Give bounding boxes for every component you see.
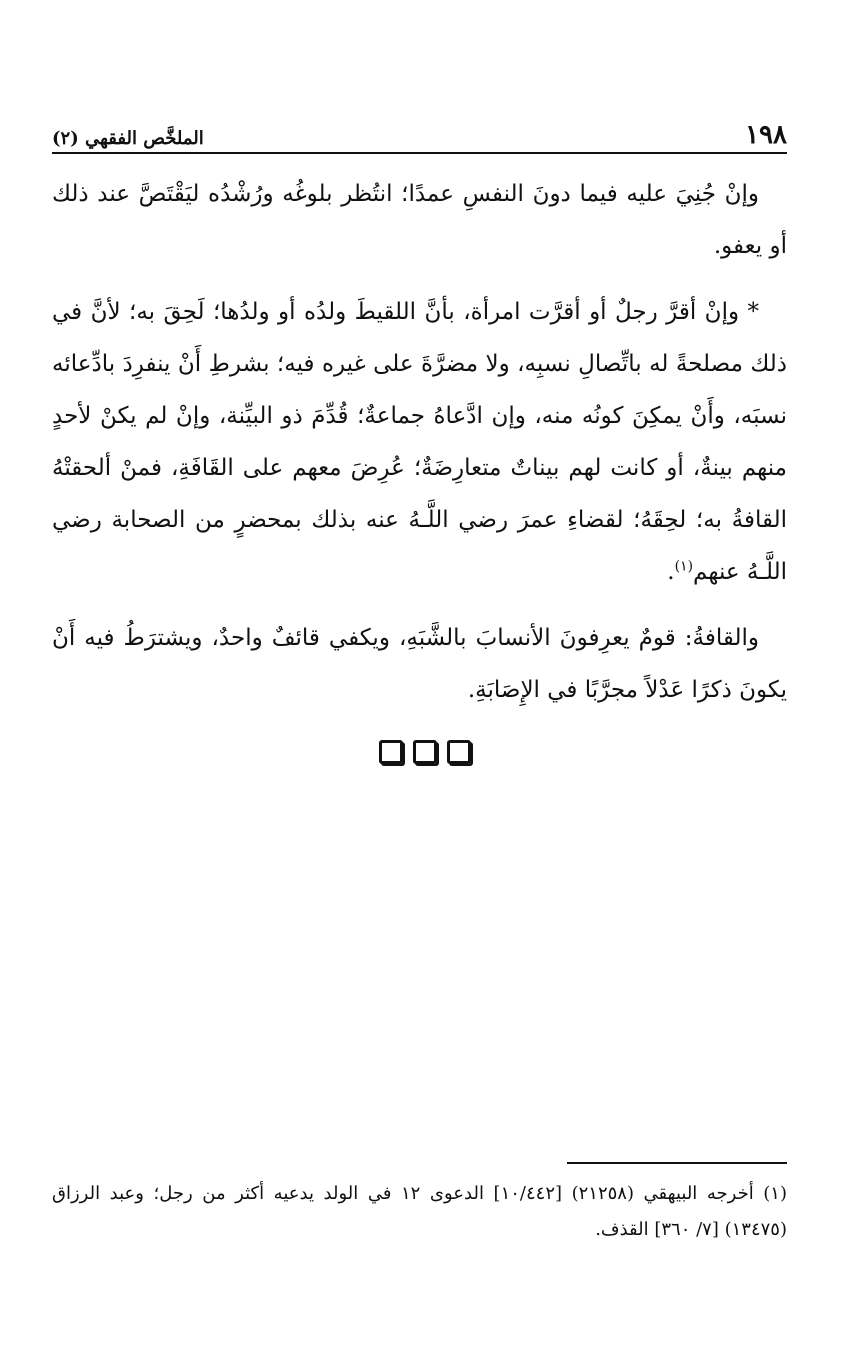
square-ornament-icon <box>413 740 437 764</box>
paragraph-1: وإنْ جُنِيَ عليه فيما دونَ النفسِ عمدًا؛ انتُظر بلوغُه ورُشْدُه ليَقْتَصَّ عند ذلك أو يعفو. <box>52 181 787 259</box>
footnote-divider <box>567 1162 787 1164</box>
footnotes <box>52 1176 787 1248</box>
square-ornament-icon <box>447 740 471 764</box>
paragraph-2-text: * وإنْ أقرَّ رجلٌ أو أقرَّت امرأة، بأنَّ اللقيطَ ولدُه أو ولدُها؛ لَحِقَ به؛ لأنَّ في ذلك مصلحةً له باتِّصالِ نسبِه، ولا مضرَّةَ على غيره فيه؛ بشرطِ أَنْ ينفرِدَ بادِّعائه نسبَه، وأَنْ يمكِنَ كونُه منه، وإن ادَّعاهُ جماعةٌ؛ قُدِّمَ ذو البيِّنة، وإنْ لم يكنْ لأحدٍ منهم بينةٌ، أو كانت لهم بيناتٌ متعارِضَةٌ؛ عُرِضَ معهم على القَافَةِ، فمنْ ألحقتْهُ القافةُ به؛ لحِقَهُ؛ لقضاءِ عمرَ رضي اللَّـهُ عنه بذلك بمحضرٍ من الصحابة رضي اللَّـهُ عنهم <box>52 299 787 585</box>
main-text <box>52 168 787 730</box>
paragraph-3: والقافةُ: قومٌ يعرِفونَ الأنسابَ بالشَّبَهِ، ويكفي قائفٌ واحدٌ، ويشترَطُ فيه أَنْ يكونَ ذكرًا عَدْلاً مجرَّبًا في الإِصَابَةِ. <box>52 625 787 703</box>
square-ornament-icon <box>379 740 403 764</box>
section-end-mark <box>0 740 849 768</box>
running-title: الملخَّص الفقهي (٢) <box>52 128 204 149</box>
footnote-1: (١) أخرجه البيهقي (٢١٢٥٨) [١٠/٤٤٢] الدعوى ١٢ في الولد يدعيه أكثر من رجل؛ وعبد الرزاق (١٣٤٧٥) [٧/ ٣٦٠] القذف. <box>52 1183 787 1240</box>
footnote-reference[interactable]: (١) <box>674 558 694 575</box>
paragraph-2-end: . <box>667 559 675 585</box>
page-number: ١٩٨ <box>745 120 787 150</box>
paragraph-2 <box>52 286 787 598</box>
page-header <box>52 118 787 154</box>
